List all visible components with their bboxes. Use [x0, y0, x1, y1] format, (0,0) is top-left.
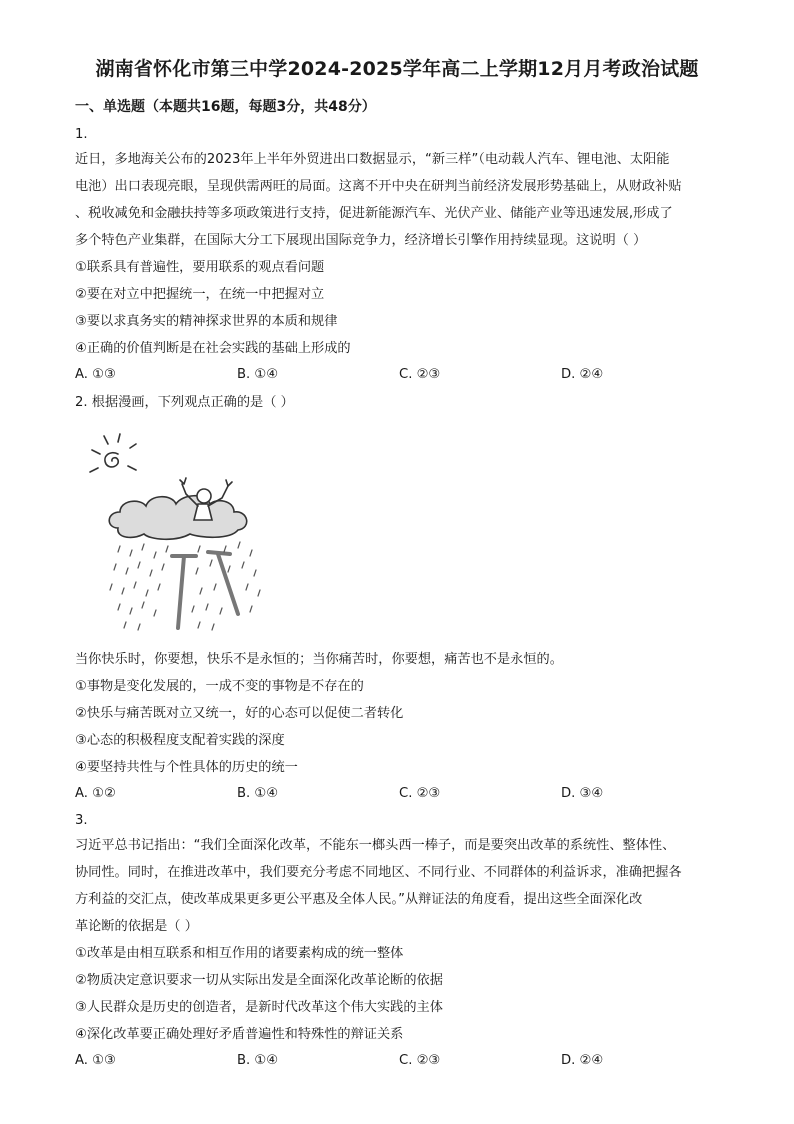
question-3-item: ②物质决定意识要求一切从实际出发是全面深化改革论断的依据	[75, 973, 443, 988]
question-2-item: ④要坚持共性与个性具体的历史的统一	[75, 760, 298, 775]
question-1-options	[75, 367, 675, 387]
question-2-item: ③心态的积极程度支配着实践的深度	[75, 733, 285, 748]
question-3-item: ③人民群众是历史的创造者，是新时代改革这个伟大实践的主体	[75, 1000, 443, 1015]
stilts-icon	[172, 552, 238, 628]
question-3-stem-line: 习近平总书记指出：“我们全面深化改革，不能东一榔头西一棒子，而是要突出改革的系统性、整体性、	[75, 838, 676, 853]
option-d[interactable]: D. ②④	[561, 367, 604, 382]
section-heading: 一、单选题（本题共16题，每题3分，共48分）	[75, 99, 376, 115]
question-3-stem-line: 革论断的依据是（ ）	[75, 919, 198, 934]
question-2-stem: 2. 根据漫画，下列观点正确的是（ ）	[75, 395, 294, 410]
question-1-stem-line: 电池）出口表现亮眼，呈现供需两旺的局面。这离不开中央在研判当前经济发展形势基础上，从财政补贴	[75, 179, 682, 194]
option-a[interactable]: A. ①②	[75, 786, 116, 801]
question-1-number: 1.	[75, 127, 88, 142]
question-1-stem-line: 近日，多地海关公布的2023年上半年外贸进出口数据显示，“新三样”（电动载人汽车、锂电池、太阳能	[75, 152, 670, 167]
question-1-item: ③要以求真务实的精神探求世界的本质和规律	[75, 314, 338, 329]
question-2-item: ②快乐与痛苦既对立又统一，好的心态可以促使二者转化	[75, 706, 404, 721]
sun-icon	[90, 434, 136, 472]
option-b[interactable]: B. ①④	[237, 786, 279, 801]
question-2-options	[75, 786, 675, 806]
question-3-number: 3.	[75, 813, 88, 828]
cartoon-image	[80, 428, 280, 638]
option-d[interactable]: D. ②④	[561, 1053, 604, 1068]
question-3-stem-line: 协同性。同时，在推进改革中，我们要充分考虑不同地区、不同行业、不同群体的利益诉求，准确把握各	[75, 865, 682, 880]
option-c[interactable]: C. ②③	[399, 367, 441, 382]
option-a[interactable]: A. ①③	[75, 367, 116, 382]
question-3-options	[75, 1053, 675, 1073]
question-3-stem-line: 方利益的交汇点，使改革成果更多更公平惠及全体人民。”从辩证法的角度看，提出这些全面深化改	[75, 892, 643, 907]
option-c[interactable]: C. ②③	[399, 786, 441, 801]
question-2-item: ①事物是变化发展的，一成不变的事物是不存在的	[75, 679, 364, 694]
question-1-item: ②要在对立中把握统一，在统一中把握对立	[75, 287, 325, 302]
question-2-caption: 当你快乐时，你要想，快乐不是永恒的；当你痛苦时，你要想，痛苦也不是永恒的。	[75, 652, 563, 667]
option-c[interactable]: C. ②③	[399, 1053, 441, 1068]
question-1-item: ④正确的价值判断是在社会实践的基础上形成的	[75, 341, 351, 356]
question-1-stem-line: 、税收减免和金融扶持等多项政策进行支持，促进新能源汽车、光伏产业、储能产业等迅速发展,形成了	[75, 206, 673, 221]
question-1-item: ①联系具有普遍性，要用联系的观点看问题	[75, 260, 325, 275]
option-b[interactable]: B. ①④	[237, 367, 279, 382]
question-3-item: ①改革是由相互联系和相互作用的诸要素构成的统一整体	[75, 946, 404, 961]
option-a[interactable]: A. ①③	[75, 1053, 116, 1068]
question-3-item: ④深化改革要正确处理好矛盾普遍性和特殊性的辩证关系	[75, 1027, 404, 1042]
cloud-icon	[109, 496, 246, 540]
question-1-stem-line: 多个特色产业集群，在国际大分工下展现出国际竞争力，经济增长引擎作用持续显现。这说明（ ）	[75, 233, 647, 248]
option-d[interactable]: D. ③④	[561, 786, 604, 801]
option-b[interactable]: B. ①④	[237, 1053, 279, 1068]
exam-title: 湖南省怀化市第三中学2024-2025学年高二上学期12月月考政治试题	[95, 58, 699, 80]
